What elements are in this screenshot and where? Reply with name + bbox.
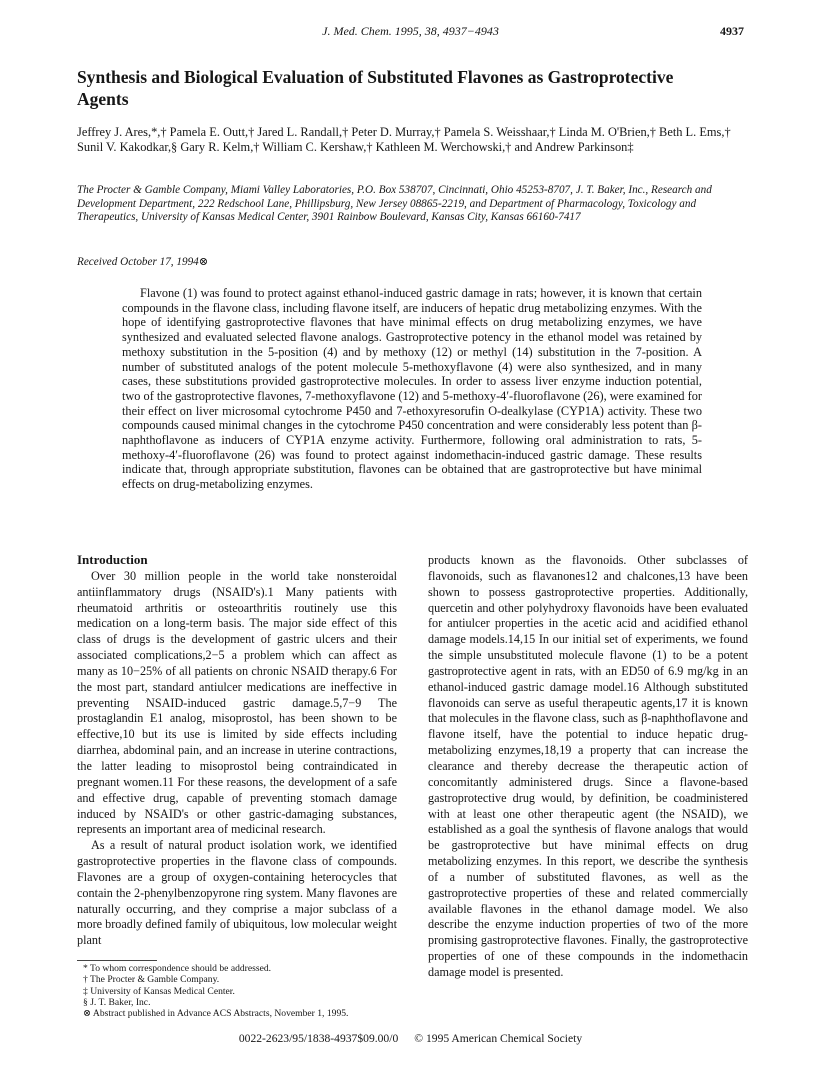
footnote-divider [77,960,157,961]
section-heading-introduction: Introduction [77,552,148,567]
received-date: Received October 17, 1994⊗ [77,256,209,268]
page-footer [77,1032,744,1045]
affiliations: The Procter & Gamble Company, Miami Valley Laboratories, P.O. Box 538707, Cincinnati, Ohio 45253-8707, J. T. Baker, Inc., Research and Development Department, 222 Redschool Lane, Phillipsburg, New Jersey 08865-2219, and Department of Pharmacology, Toxicology and Therapeutics, University of Kansas Medical Center, 3901 Rainbow Boulevard, Kansas City, Kansas 66160-7417 [77,184,712,224]
footnote-abstract-published: ⊗ Abstract published in Advance ACS Abstracts, November 1, 1995. [83,1008,349,1020]
running-head [77,24,744,40]
intro-paragraph-1: Over 30 million people in the world take nonsteroidal antiinflammatory drugs (NSAID's).1 Many patients with rheumatoid arthritis or osteoarthritis routinely use this medication on a long-term basis. The major side effect of this class of drugs is the development of gastric ulcers and their associated complications,2−5 a problem which can affect as many as 10−25% of all patients on chronic NSAID therapy.6 For the most part, standard antiulcer medications are ineffective in preventing NSAID-induced gastric damage.5,7−9 The prostaglandin E1 analog, misoprostol, has been shown to be effective,10 but its use is limited by side effects including diarrhea, abdominal pain, and an increase in uterine contractions, the latter leading to misoprostol being contraindicated in pregnant women.11 For these reasons, the development of a safe and effective drug, capable of preventing stomach damage induced by NSAID's or other gastric-damaging substances, represents an important area of medicinal research. [77,568,397,837]
footnote-correspondence: * To whom correspondence should be addressed. [83,963,272,974]
footnote-affiliation-ku: ‡ University of Kansas Medical Center. [83,985,235,997]
intro-paragraph-2: As a result of natural product isolation work, we identified gastroprotective properties in the flavone class of compounds. Flavones are a group of oxygen-containing heterocycles that contain the 2-phenylbenzopyrone ring system. Many flavones are naturally occurring, and they comprise a major subclass of a more broadly defined family of ubiquitous, low molecular weight plant [77,838,397,948]
article-code: 0022-2623/95/1838-4937$09.00/0 [238,1032,399,1045]
page-number: 4937 [720,24,744,38]
footnote-affiliation-baker: § J. T. Baker, Inc. [83,996,151,1008]
paper-title: Synthesis and Biological Evaluation of Substituted Flavones as Gastroprotective Agents [77,67,674,109]
journal-citation: J. Med. Chem. 1995, 38, 4937−4943 [322,24,499,38]
footnote-affiliation-pg: † The Procter & Gamble Company. [83,974,220,986]
right-column [428,553,748,981]
author-list: Jeffrey J. Ares,*,† Pamela E. Outt,† Jared L. Randall,† Peter D. Murray,† Pamela S. Weisshaar,† Linda M. O'Brien,† Beth L. Ems,† Sunil V. Kakodkar,§ Gary R. Kelm,† William C. Kershaw,† Kathleen M. Werchowski,† and Andrew Parkinson‡ [77,125,731,154]
abstract-text: Flavone (1) was found to protect against ethanol-induced gastric damage in rats; however, it is known that certain compounds in the flavone class, including flavone itself, are inducers of hepatic drug metabolizing enzymes. With the hope of identifying gastroprotective flavones that have minimal effects on drug metabolizing enzymes, we have synthesized and evaluated selected flavone analogs. Gastroprotective potency in the ethanol model was retained by methoxy substitution in the 5-position (4) and by methoxy (12) or methyl (14) substitution in the 7-position. A number of substituted analogs of the potent molecule 5-methoxyflavone (4) were also synthesized, and in many cases, these substitutions provided gastroprotective molecules. In order to assess liver enzyme induction potential, two of the gastroprotective flavones, 7-methoxyflavone (12) and 5-methoxy-4′-fluoroflavone (26), were examined for their effect on liver microsomal cytochrome P450 and 7-ethoxyresorufin O-dealkylase (CYP1A) activity. These two compounds caused minimal changes in the cytochrome P450 concentration and were considerably less potent than β-naphthoflavone as inducers of CYP1A enzyme activity. Furthermore, following oral administration to rats, 5-methoxy-4′-fluoroflavone (26) was found to protect against indomethacin-induced gastric damage. These results indicate that, through appropriate substitution, flavones can be obtained that are gastroprotective but have minimal effects on drug-metabolizing enzymes. [122,286,702,492]
abstract [122,286,702,492]
copyright-notice: © 1995 American Chemical Society [414,1032,583,1045]
left-column [77,552,397,949]
footnotes [83,963,403,1019]
intro-paragraph-2-continued: products known as the flavonoids. Other subclasses of flavonoids, such as flavanones12 and chalcones,13 have been shown to possess gastroprotective properties. Additionally, quercetin and other polyhydroxy flavonoids have been evaluated for antiulcer properties in the acetic acid and acidified ethanol damage models.14,15 In our initial set of experiments, we found the simple unsubstituted molecule flavone (1) to be a potent gastroprotective agent in rats, with an ED50 of 6.9 mg/kg in an ethanol-induced gastric damage model.16 Although substituted flavonoids can serve as useful therapeutic agents,17 it is known that molecules in the flavone class, such as β-naphthoflavone and flavone itself, have the potential to induce hepatic drug-metabolizing enzymes,18,19 a property that can increase the clearance and thereby decrease the therapeutic action of concomitantly administered drugs. Since a flavone-based gastroprotective drug would, by definition, be coadministered with at least one other therapeutic agent (the NSAID), we established as a goal the synthesis of flavone analogs that would be gastroprotective but have minimal effects on drug metabolizing enzymes. In this report, we describe the synthesis of a number of substituted flavones, as well as the gastroprotective properties of these and related commercially available flavones in the ethanol damage model. We also describe the enzyme induction properties of two of the more promising gastroprotective flavones. Finally, the gastroprotective properties of one of these compounds in the indomethacin damage model is presented. [428,553,748,979]
